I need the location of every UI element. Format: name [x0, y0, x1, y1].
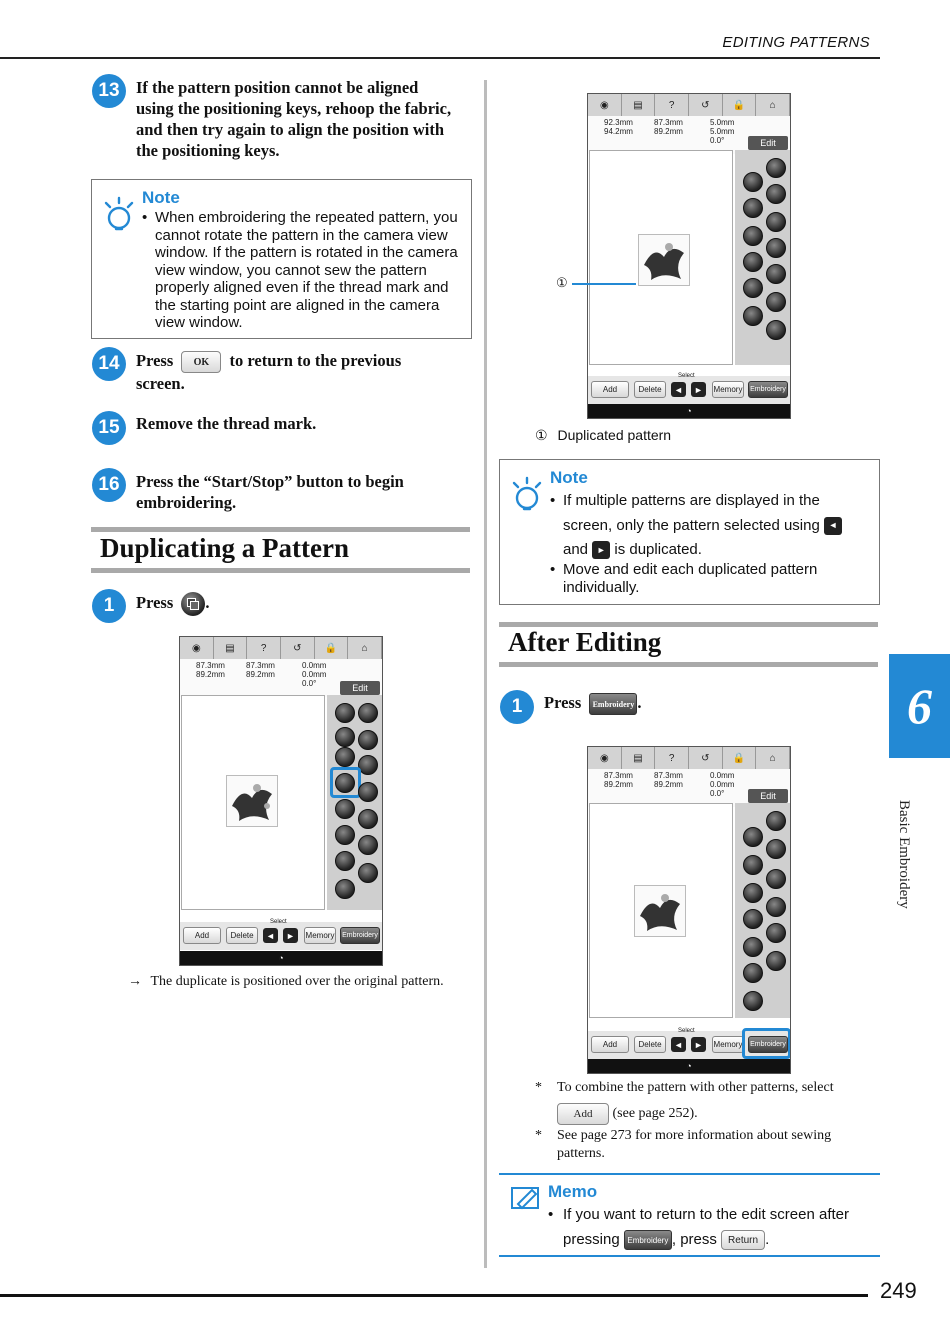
chapter-tab: 6 [889, 654, 950, 758]
round-button[interactable] [766, 264, 786, 284]
round-button[interactable] [335, 825, 355, 845]
round-button[interactable] [766, 811, 786, 831]
note-title: Note [550, 468, 588, 487]
embroidery-button[interactable]: Embroidery [748, 1036, 788, 1053]
delete-button[interactable]: Delete [634, 381, 666, 398]
note-bullet-1: • If multiple patterns are displayed in the screen, only the pattern selected using ◄ and ► is duplicated. [550, 489, 870, 563]
round-button[interactable] [766, 238, 786, 258]
add-button-image: Add [557, 1103, 609, 1125]
round-button[interactable] [335, 799, 355, 819]
section-bar-top [91, 527, 470, 532]
round-button[interactable] [766, 292, 786, 312]
round-button[interactable] [743, 827, 763, 847]
screen-duplicated [587, 93, 791, 419]
round-button[interactable] [766, 839, 786, 859]
round-button[interactable] [766, 951, 786, 971]
edit-tab[interactable]: Edit [748, 789, 788, 803]
select-label: Select [678, 373, 695, 379]
next-button[interactable]: ► [283, 928, 298, 943]
screen-duplicate [179, 636, 383, 966]
round-button[interactable] [335, 747, 355, 767]
round-button[interactable] [335, 703, 355, 723]
memory-button[interactable]: Memory [712, 381, 744, 398]
screen-bottom-bar [180, 919, 382, 950]
memory-button[interactable]: Memory [304, 927, 336, 944]
round-button[interactable] [743, 198, 763, 218]
step-16-number: 16 [92, 468, 126, 502]
screen-info: 87.3mm 89.2mm 87.3mm 89.2mm 0.0mm 0.0mm 0.0° [180, 659, 382, 697]
note-box-right [499, 459, 880, 605]
round-button[interactable] [743, 909, 763, 929]
memo-bullet: • If you want to return to the edit screen after pressing Embroidery , press Return . [548, 1202, 878, 1252]
round-button[interactable] [743, 991, 763, 1011]
page-number: 249 [880, 1278, 917, 1303]
round-button[interactable] [743, 252, 763, 272]
memo-title: Memo [548, 1182, 598, 1201]
callout-line [572, 283, 636, 285]
round-button[interactable] [743, 937, 763, 957]
memo-rule-top [499, 1173, 880, 1175]
callout-caption: ① Duplicated pattern [535, 427, 672, 443]
screen-toolbar: ◉ ▤ ? ↺ 🔒 ⌂ [588, 747, 790, 769]
add-button[interactable]: Add [591, 1036, 629, 1053]
step-15-number: 15 [92, 411, 126, 445]
step-15-text: Remove the thread mark. [136, 414, 317, 433]
screen-bottom-bar [588, 373, 790, 404]
round-button[interactable] [743, 306, 763, 326]
section-title-after-editing: After Editing [508, 627, 662, 657]
round-button[interactable] [335, 879, 355, 899]
note-box-left [91, 179, 472, 339]
round-button[interactable] [335, 727, 355, 747]
step-14-number: 14 [92, 347, 126, 381]
return-button-image: Return [721, 1230, 765, 1250]
callout-marker: ① [556, 275, 568, 290]
result-line: → The duplicate is positioned over the original pattern. [128, 974, 444, 989]
delete-button[interactable]: Delete [226, 927, 258, 944]
prev-button[interactable]: ◄ [671, 382, 686, 397]
dup-step-1-number: 1 [92, 589, 126, 623]
round-button[interactable] [766, 320, 786, 340]
section-bar-bottom [91, 568, 470, 573]
note-title: Note [142, 188, 180, 207]
star-note-1: * To combine the pattern with other patterns, select Add (see page 252). [535, 1079, 870, 1125]
note-text: When embroidering the repeated pattern, you cannot rotate the pattern in the camera view window. If the pattern is rotated in the camera view window, you cannot sew the pattern properly aligned even if the thread mark and the starting point are aligned in the camera view window. [155, 209, 458, 331]
after-step-1-number: 1 [500, 690, 534, 724]
embroidery-button[interactable]: Embroidery [748, 381, 788, 398]
running-header: EDITING PATTERNS [722, 34, 870, 51]
embroidery-button-image: Embroidery [624, 1230, 672, 1250]
section-bar-bottom [499, 662, 878, 667]
embroidery-pattern-duplicate [638, 234, 690, 286]
delete-button[interactable]: Delete [634, 1036, 666, 1053]
round-button[interactable] [358, 755, 378, 775]
after-step-1-text: Press Embroidery . [544, 692, 642, 715]
round-button[interactable] [335, 851, 355, 871]
next-button[interactable]: ► [691, 382, 706, 397]
memo-pencil-icon [510, 1184, 542, 1212]
embroidery-button-image: Embroidery [589, 693, 637, 715]
round-button[interactable] [743, 226, 763, 246]
screen-footer: ◔ [588, 1059, 790, 1073]
left-arrow-key-image: ◄ [824, 517, 842, 535]
section-title-duplicating: Duplicating a Pattern [100, 533, 349, 563]
header-rule [0, 57, 880, 59]
round-button[interactable] [743, 278, 763, 298]
embroidery-button[interactable]: Embroidery [340, 927, 380, 944]
round-button[interactable] [766, 158, 786, 178]
round-button[interactable] [743, 963, 763, 983]
round-button[interactable] [766, 923, 786, 943]
prev-button[interactable]: ◄ [263, 928, 278, 943]
screen-footer: ◔ [180, 951, 382, 965]
round-button[interactable] [766, 184, 786, 204]
ok-button-image: OK [181, 351, 221, 373]
screen-toolbar: ◉ ▤ ? ↺ 🔒 ⌂ [588, 94, 790, 116]
round-button[interactable] [766, 212, 786, 232]
step-13-number: 13 [92, 74, 126, 108]
duplicate-icon [181, 592, 205, 616]
screen-info: 87.3mm 89.2mm 87.3mm 89.2mm 0.0mm 0.0mm 0.0° [588, 769, 790, 807]
round-button[interactable] [358, 863, 378, 883]
select-label: Select [678, 1028, 695, 1034]
chapter-label: Basic Embroidery [896, 800, 912, 909]
round-button[interactable] [743, 172, 763, 192]
edit-tab[interactable]: Edit [748, 136, 788, 150]
round-button[interactable] [358, 730, 378, 750]
round-button[interactable] [358, 835, 378, 855]
note-bullet: • When embroidering the repeated pattern, you cannot rotate the pattern in the camera view window. If the pattern is rotated in the camera view window, you cannot sew the pattern properly aligned even if the thread mark and the starting point are aligned in the camera view window. [142, 209, 467, 332]
add-button[interactable]: Add [183, 927, 221, 944]
screen-toolbar: ◉ ▤ ? ↺ 🔒 ⌂ [180, 637, 382, 659]
highlight-frame [330, 767, 361, 798]
next-button[interactable]: ► [691, 1037, 706, 1052]
round-button[interactable] [743, 855, 763, 875]
memory-button[interactable]: Memory [712, 1036, 744, 1053]
screen-after-editing [587, 746, 791, 1074]
star-note-2: * See page 273 for more information about sewing patterns. [535, 1128, 832, 1161]
step-16-text: Press the “Start/Stop” button to begin embroidering. [136, 472, 404, 512]
footer-rule [0, 1294, 868, 1297]
screen-info: 92.3mm 94.2mm 87.3mm 89.2mm 5.0mm 5.0mm 0.0° [588, 116, 790, 154]
note-bullet-2: • Move and edit each duplicated pattern individually. [550, 561, 818, 596]
highlight-frame [742, 1028, 791, 1059]
memo-rule-bottom [499, 1255, 880, 1257]
column-divider [484, 80, 487, 1268]
dup-step-1-text: Press . [136, 592, 210, 616]
round-button[interactable] [766, 869, 786, 889]
right-arrow-key-image: ► [592, 541, 610, 559]
screen-footer: ◔ [588, 404, 790, 418]
round-button[interactable] [358, 782, 378, 802]
lightbulb-icon [102, 194, 136, 234]
prev-button[interactable]: ◄ [671, 1037, 686, 1052]
round-button[interactable] [358, 703, 378, 723]
select-label: Select [270, 919, 287, 925]
step-14-text: Press OK to return to the previous screen. [136, 351, 402, 394]
round-button[interactable] [743, 883, 763, 903]
step-13-text: If the pattern position cannot be aligned using the positioning keys, rehoop the fabric, and then try again to align the position with the positioning keys. [136, 78, 452, 160]
round-button[interactable] [358, 809, 378, 829]
edit-tab[interactable]: Edit [340, 681, 380, 695]
add-button[interactable]: Add [591, 381, 629, 398]
embroidery-pattern [226, 775, 278, 827]
embroidery-pattern [634, 885, 686, 937]
round-button[interactable] [766, 897, 786, 917]
lightbulb-icon [510, 474, 544, 514]
